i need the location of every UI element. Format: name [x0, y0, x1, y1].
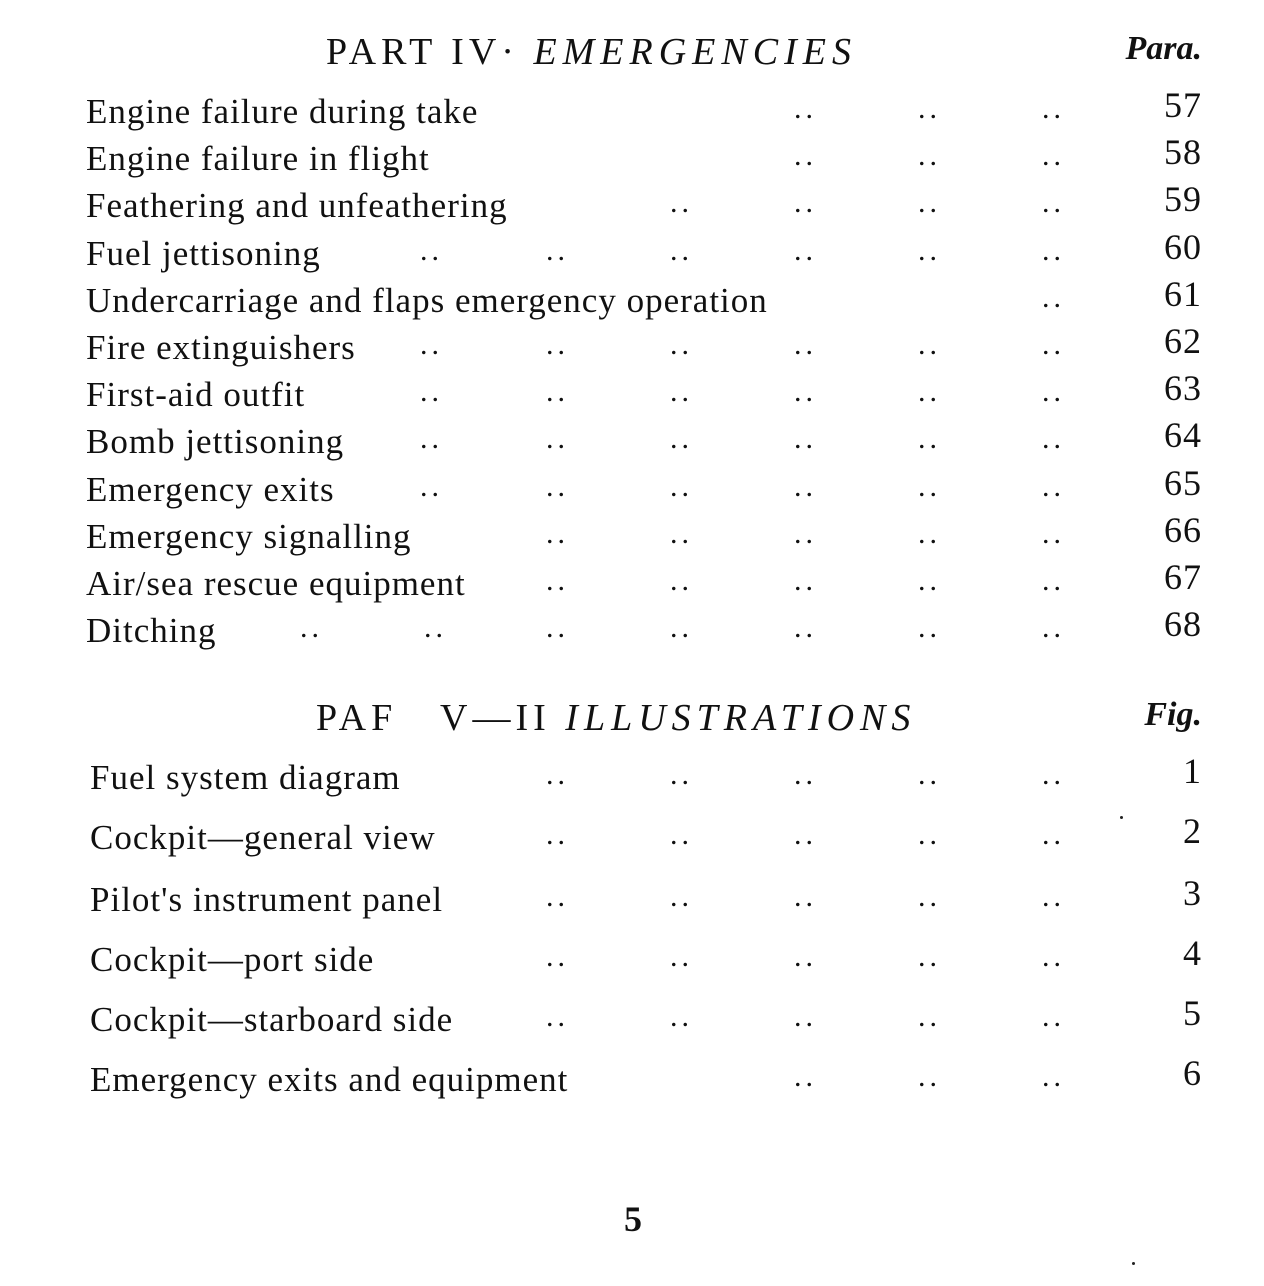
contents-entry: [0, 510, 1264, 563]
leader-dots: ..: [794, 422, 817, 455]
leader-dots: ..: [546, 517, 569, 550]
entry-title: Cockpit—port side: [90, 940, 375, 979]
leader-dots: ..: [1042, 281, 1065, 314]
entry-reference: 65: [1164, 463, 1202, 503]
entry-title: Air/sea rescue equipment: [86, 564, 466, 603]
entry-title: Feathering and unfeathering: [86, 186, 508, 225]
entry-reference: 6: [1183, 1053, 1202, 1093]
entry-title: Cockpit—general view: [90, 818, 436, 857]
leader-dots: ..: [670, 422, 693, 455]
leader-dots: ..: [1042, 422, 1065, 455]
entry-reference: 3: [1183, 873, 1202, 913]
leader-dots: ..: [1042, 880, 1065, 913]
part-v-title: [316, 696, 916, 740]
entry-reference: 1: [1183, 751, 1202, 791]
leader-dots: ..: [1042, 375, 1065, 408]
contents-entry: [0, 179, 1264, 232]
entry-title: Engine failure during take: [86, 92, 479, 131]
contents-entry: [0, 873, 1264, 926]
leader-dots: ..: [794, 328, 817, 361]
part-iv-title: [326, 30, 857, 74]
entry-reference: 2: [1183, 811, 1202, 851]
contents-entry: [0, 811, 1264, 864]
leader-dots: ..: [918, 234, 941, 267]
leader-dots: ..: [918, 517, 941, 550]
contents-entry: [0, 933, 1264, 986]
leader-dots: ..: [670, 611, 693, 644]
leader-dots: ..: [918, 470, 941, 503]
entry-title: Pilot's instrument panel: [90, 880, 444, 919]
leader-dots: ..: [918, 186, 941, 219]
leader-dots: ..: [420, 375, 443, 408]
entry-title: Fuel jettisoning: [86, 234, 321, 273]
part-iv-column-label: Para.: [1125, 30, 1202, 67]
leader-dots: ..: [918, 880, 941, 913]
entry-reference: 62: [1164, 321, 1202, 361]
entry-title: Undercarriage and flaps emergency operation: [86, 281, 768, 320]
contents-entry: [0, 604, 1264, 657]
entry-title: First-aid outfit: [86, 375, 306, 414]
contents-entry: [0, 85, 1264, 138]
part-v-column-label: Fig.: [1144, 696, 1202, 733]
leader-dots: ..: [794, 517, 817, 550]
leader-dots: ..: [794, 470, 817, 503]
page-number: 5: [624, 1199, 642, 1239]
leader-dots: ..: [546, 470, 569, 503]
leader-dots: ..: [1042, 564, 1065, 597]
leader-dots: ..: [670, 564, 693, 597]
contents-entry: [0, 463, 1264, 516]
entry-reference: 57: [1164, 85, 1202, 125]
leader-dots: ..: [794, 186, 817, 219]
contents-entry: [0, 1053, 1264, 1106]
entry-title: Bomb jettisoning: [86, 422, 345, 461]
contents-entry: [0, 751, 1264, 804]
leader-dots: ..: [794, 758, 817, 791]
leader-dots: ..: [918, 818, 941, 851]
entry-title: Emergency exits and equipment: [90, 1060, 569, 1099]
entry-reference: 58: [1164, 132, 1202, 172]
leader-dots: ..: [546, 328, 569, 361]
leader-dots: ..: [546, 1000, 569, 1033]
entry-title: Ditching: [86, 611, 217, 650]
leader-dots: ..: [546, 758, 569, 791]
leader-dots: ..: [918, 1060, 941, 1093]
contents-entry: [0, 321, 1264, 374]
entry-title: Fuel system diagram: [90, 758, 401, 797]
contents-entry: [0, 557, 1264, 610]
entry-reference: 59: [1164, 179, 1202, 219]
leader-dots: ..: [420, 470, 443, 503]
leader-dots: ..: [794, 611, 817, 644]
entry-title: Fire extinguishers: [86, 328, 356, 367]
leader-dots: ..: [1042, 611, 1065, 644]
leader-dots: ..: [918, 375, 941, 408]
entry-reference: 66: [1164, 510, 1202, 550]
contents-entry: [0, 993, 1264, 1046]
entry-reference: 68: [1164, 604, 1202, 644]
leader-dots: ..: [1042, 1000, 1065, 1033]
leader-dots: ..: [670, 328, 693, 361]
entry-reference: 5: [1183, 993, 1202, 1033]
leader-dots: ..: [420, 328, 443, 361]
leader-dots: ..: [1042, 234, 1065, 267]
leader-dots: ..: [794, 564, 817, 597]
leader-dots: ..: [670, 1000, 693, 1033]
entry-title: Cockpit—starboard side: [90, 1000, 454, 1039]
leader-dots: ..: [546, 422, 569, 455]
leader-dots: ..: [670, 186, 693, 219]
leader-dots: ..: [424, 611, 447, 644]
part-iv-title-plain: PART IV·: [326, 31, 519, 73]
leader-dots: ..: [918, 940, 941, 973]
leader-dots: ..: [794, 234, 817, 267]
leader-dots: ..: [670, 818, 693, 851]
leader-dots: ..: [670, 880, 693, 913]
contents-entry: [0, 227, 1264, 280]
entry-title: Emergency signalling: [86, 517, 412, 556]
print-speck: [1132, 1262, 1135, 1265]
leader-dots: ..: [420, 234, 443, 267]
leader-dots: ..: [546, 611, 569, 644]
entry-reference: 4: [1183, 933, 1202, 973]
leader-dots: ..: [794, 375, 817, 408]
leader-dots: ..: [794, 92, 817, 125]
entry-reference: 61: [1164, 274, 1202, 314]
leader-dots: ..: [546, 880, 569, 913]
entry-title: Emergency exits: [86, 470, 335, 509]
leader-dots: ..: [918, 422, 941, 455]
leader-dots: ..: [918, 758, 941, 791]
leader-dots: ..: [1042, 470, 1065, 503]
leader-dots: ..: [546, 375, 569, 408]
entry-reference: 60: [1164, 227, 1202, 267]
leader-dots: ..: [918, 92, 941, 125]
entry-reference: 63: [1164, 368, 1202, 408]
leader-dots: ..: [670, 470, 693, 503]
leader-dots: ..: [1042, 92, 1065, 125]
leader-dots: ..: [794, 940, 817, 973]
entry-reference: 67: [1164, 557, 1202, 597]
part-v-heading-row: [0, 696, 1264, 746]
leader-dots: ..: [918, 1000, 941, 1033]
leader-dots: ..: [794, 818, 817, 851]
leader-dots: ..: [670, 758, 693, 791]
part-v-title-plain: PAF V—II: [316, 697, 551, 739]
leader-dots: ..: [670, 375, 693, 408]
leader-dots: ..: [1042, 517, 1065, 550]
contents-entry: [0, 368, 1264, 421]
leader-dots: ..: [670, 940, 693, 973]
leader-dots: ..: [1042, 758, 1065, 791]
leader-dots: ..: [794, 1000, 817, 1033]
leader-dots: ..: [420, 422, 443, 455]
entry-title: Engine failure in flight: [86, 139, 430, 178]
contents-entry: [0, 274, 1264, 327]
leader-dots: ..: [546, 564, 569, 597]
leader-dots: ..: [794, 880, 817, 913]
leader-dots: ..: [918, 328, 941, 361]
leader-dots: ..: [794, 1060, 817, 1093]
print-speck: [1120, 816, 1123, 819]
leader-dots: ..: [546, 818, 569, 851]
leader-dots: ..: [670, 234, 693, 267]
leader-dots: ..: [1042, 818, 1065, 851]
leader-dots: ..: [1042, 139, 1065, 172]
part-v-title-italic: ILLUSTRATIONS: [565, 697, 917, 739]
contents-entry: [0, 132, 1264, 185]
contents-entry: [0, 415, 1264, 468]
part-iv-heading-row: [0, 30, 1264, 80]
leader-dots: ..: [546, 940, 569, 973]
leader-dots: ..: [1042, 186, 1065, 219]
part-iv-title-italic: EMERGENCIES: [533, 31, 857, 73]
leader-dots: ..: [300, 611, 323, 644]
leader-dots: ..: [1042, 328, 1065, 361]
entry-reference: 64: [1164, 415, 1202, 455]
leader-dots: ..: [1042, 1060, 1065, 1093]
leader-dots: ..: [670, 517, 693, 550]
leader-dots: ..: [1042, 940, 1065, 973]
leader-dots: ..: [546, 234, 569, 267]
leader-dots: ..: [918, 564, 941, 597]
leader-dots: ..: [794, 139, 817, 172]
leader-dots: ..: [918, 139, 941, 172]
leader-dots: ..: [918, 611, 941, 644]
